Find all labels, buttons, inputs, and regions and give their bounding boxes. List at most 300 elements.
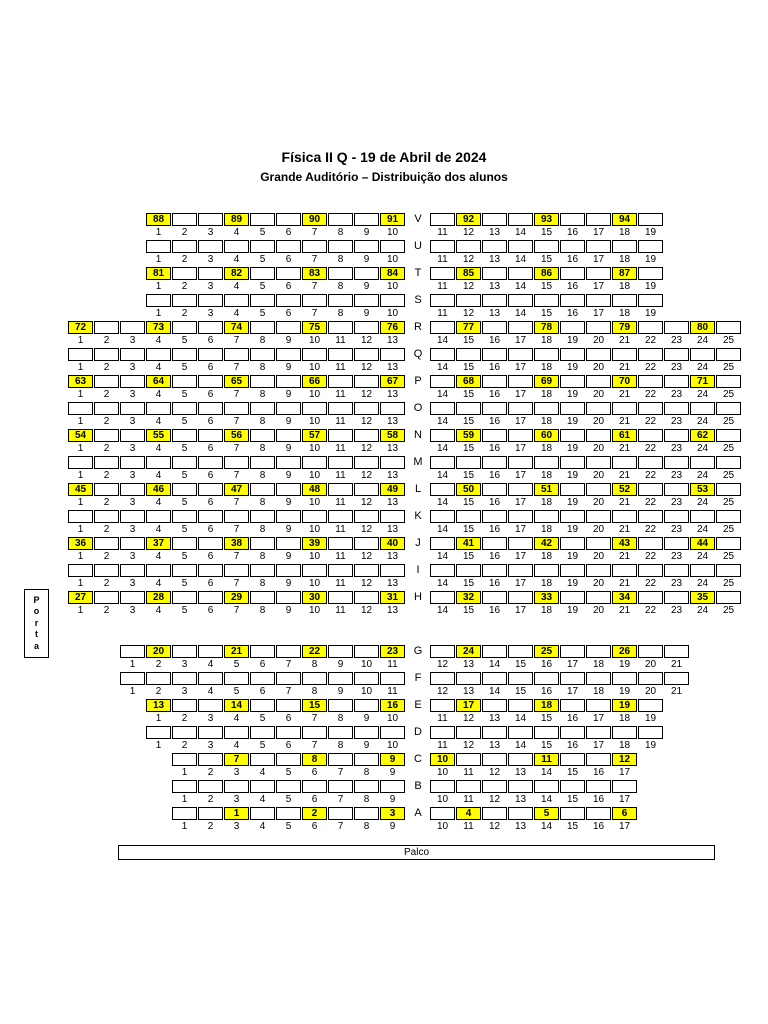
seat-number: 5	[259, 740, 266, 751]
seat-number: 8	[337, 740, 344, 751]
seat-number: 13	[488, 740, 501, 751]
seat-number: 10	[436, 821, 449, 832]
empty-seat	[172, 321, 197, 334]
seat-number: 4	[155, 497, 162, 508]
seat-number: 4	[233, 740, 240, 751]
empty-seat	[638, 645, 663, 658]
empty-seat	[560, 213, 585, 226]
seat-number: 5	[285, 767, 292, 778]
empty-seat	[146, 456, 171, 469]
seat-number: 5	[181, 389, 188, 400]
seat-number: 16	[488, 524, 501, 535]
empty-seat	[586, 591, 611, 604]
seat-number: 17	[514, 335, 527, 346]
seat-number: 4	[259, 821, 266, 832]
empty-seat	[380, 294, 405, 307]
seat-number: 24	[696, 416, 709, 427]
empty-seat	[508, 672, 533, 685]
empty-seat	[354, 645, 379, 658]
seat-number: 20	[644, 686, 657, 697]
empty-seat	[716, 537, 741, 550]
seat-number: 18	[540, 362, 553, 373]
seat-number: 24	[696, 524, 709, 535]
seat-number: 16	[488, 443, 501, 454]
seat-number: 14	[436, 443, 449, 454]
occupied-seat: 34	[612, 591, 637, 604]
empty-seat	[250, 483, 275, 496]
seat-number: 2	[181, 254, 188, 265]
empty-seat	[638, 240, 663, 253]
empty-seat	[328, 537, 353, 550]
seat-number: 15	[540, 308, 553, 319]
empty-seat	[354, 510, 379, 523]
seat-number: 8	[259, 497, 266, 508]
empty-seat	[664, 375, 689, 388]
seat-number: 9	[389, 821, 396, 832]
empty-seat	[508, 267, 533, 280]
seat-number: 5	[181, 578, 188, 589]
empty-seat	[586, 348, 611, 361]
empty-seat	[612, 402, 637, 415]
empty-seat	[430, 807, 455, 820]
empty-seat	[482, 699, 507, 712]
seat-number: 24	[696, 551, 709, 562]
seat-number: 3	[207, 713, 214, 724]
seat-number: 12	[436, 686, 449, 697]
seat-number: 10	[308, 524, 321, 535]
empty-seat	[560, 753, 585, 766]
empty-seat	[328, 456, 353, 469]
occupied-seat: 87	[612, 267, 637, 280]
seat-number: 14	[436, 416, 449, 427]
seat-number: 22	[644, 551, 657, 562]
seat-number: 24	[696, 362, 709, 373]
seat-number: 6	[259, 686, 266, 697]
empty-seat	[198, 537, 223, 550]
row-label: G	[413, 645, 423, 657]
occupied-seat: 93	[534, 213, 559, 226]
seat-number: 3	[129, 551, 136, 562]
seat-number: 11	[335, 497, 346, 508]
seat-number: 22	[644, 524, 657, 535]
empty-seat	[638, 726, 663, 739]
empty-seat	[224, 726, 249, 739]
seat-number: 11	[437, 227, 448, 238]
empty-seat	[146, 240, 171, 253]
empty-seat	[482, 456, 507, 469]
empty-seat	[94, 510, 119, 523]
empty-seat	[328, 213, 353, 226]
empty-seat	[198, 510, 223, 523]
empty-seat	[198, 645, 223, 658]
occupied-seat: 24	[456, 645, 481, 658]
seat-number: 2	[181, 281, 188, 292]
empty-seat	[302, 564, 327, 577]
seat-number: 12	[360, 335, 373, 346]
seat-number: 20	[592, 443, 605, 454]
empty-seat	[120, 645, 145, 658]
seat-number: 3	[207, 227, 214, 238]
empty-seat	[172, 429, 197, 442]
seat-number: 11	[335, 578, 346, 589]
seat-number: 2	[181, 740, 188, 751]
occupied-seat: 61	[612, 429, 637, 442]
seat-number: 6	[207, 389, 214, 400]
seat-number: 20	[592, 335, 605, 346]
empty-seat	[508, 753, 533, 766]
seat-number: 7	[233, 470, 240, 481]
empty-seat	[276, 375, 301, 388]
seat-number: 1	[77, 443, 84, 454]
empty-seat	[612, 294, 637, 307]
seat-number: 17	[592, 308, 605, 319]
empty-seat	[198, 699, 223, 712]
occupied-seat: 47	[224, 483, 249, 496]
occupied-seat: 48	[302, 483, 327, 496]
seat-number: 19	[566, 551, 579, 562]
seat-number: 24	[696, 578, 709, 589]
empty-seat	[276, 591, 301, 604]
seat-number: 10	[308, 551, 321, 562]
seat-number: 4	[233, 254, 240, 265]
occupied-seat: 14	[224, 699, 249, 712]
empty-seat	[224, 294, 249, 307]
seat-number: 12	[462, 740, 475, 751]
empty-seat	[380, 780, 405, 793]
seat-number: 10	[386, 308, 399, 319]
seat-number: 7	[233, 443, 240, 454]
empty-seat	[664, 537, 689, 550]
empty-seat	[172, 510, 197, 523]
seat-number: 18	[540, 578, 553, 589]
empty-seat	[534, 564, 559, 577]
seat-number: 21	[618, 497, 631, 508]
occupied-seat: 18	[534, 699, 559, 712]
seat-number: 17	[618, 821, 631, 832]
seat-number: 6	[285, 254, 292, 265]
seat-number: 6	[207, 362, 214, 373]
occupied-seat: 59	[456, 429, 481, 442]
seat-number: 7	[311, 281, 318, 292]
occupied-seat: 25	[534, 645, 559, 658]
seat-number: 8	[337, 254, 344, 265]
seat-number: 22	[644, 470, 657, 481]
empty-seat	[638, 375, 663, 388]
occupied-seat: 91	[380, 213, 405, 226]
occupied-seat: 15	[302, 699, 327, 712]
seat-number: 17	[618, 794, 631, 805]
seat-number: 17	[514, 524, 527, 535]
seat-number: 13	[462, 686, 475, 697]
empty-seat	[224, 780, 249, 793]
empty-seat	[586, 510, 611, 523]
seat-number: 4	[155, 605, 162, 616]
empty-seat	[354, 564, 379, 577]
seat-number: 12	[360, 578, 373, 589]
empty-seat	[198, 267, 223, 280]
seat-number: 1	[77, 470, 84, 481]
empty-seat	[456, 780, 481, 793]
empty-seat	[612, 510, 637, 523]
empty-seat	[534, 510, 559, 523]
empty-seat	[586, 267, 611, 280]
seat-number: 7	[233, 551, 240, 562]
seat-number: 16	[488, 605, 501, 616]
seat-number: 5	[181, 551, 188, 562]
occupied-seat: 76	[380, 321, 405, 334]
seat-number: 10	[308, 470, 321, 481]
seat-number: 8	[311, 659, 318, 670]
empty-seat	[302, 726, 327, 739]
empty-seat	[198, 456, 223, 469]
seat-number: 13	[514, 821, 527, 832]
empty-seat	[664, 456, 689, 469]
empty-seat	[276, 564, 301, 577]
door-letter: o	[33, 606, 40, 617]
seat-number: 14	[436, 497, 449, 508]
empty-seat	[172, 564, 197, 577]
empty-seat	[302, 780, 327, 793]
empty-seat	[302, 348, 327, 361]
seat-number: 17	[514, 443, 527, 454]
occupied-seat: 1	[224, 807, 249, 820]
empty-seat	[328, 294, 353, 307]
occupied-seat: 50	[456, 483, 481, 496]
empty-seat	[508, 321, 533, 334]
occupied-seat: 82	[224, 267, 249, 280]
empty-seat	[508, 510, 533, 523]
seat-number: 5	[181, 497, 188, 508]
seat-number: 6	[207, 605, 214, 616]
occupied-seat: 55	[146, 429, 171, 442]
seat-number: 11	[437, 308, 448, 319]
seat-number: 25	[722, 551, 735, 562]
empty-seat	[482, 483, 507, 496]
empty-seat	[120, 456, 145, 469]
empty-seat	[354, 537, 379, 550]
seat-number: 23	[670, 551, 683, 562]
empty-seat	[328, 402, 353, 415]
seat-number: 10	[386, 227, 399, 238]
seat-number: 15	[540, 254, 553, 265]
empty-seat	[716, 348, 741, 361]
seat-number: 6	[311, 767, 318, 778]
empty-seat	[120, 429, 145, 442]
empty-seat	[690, 402, 715, 415]
empty-seat	[328, 348, 353, 361]
seat-number: 11	[335, 443, 346, 454]
empty-seat	[172, 726, 197, 739]
occupied-seat: 2	[302, 807, 327, 820]
seat-number: 13	[386, 443, 399, 454]
empty-seat	[328, 591, 353, 604]
seat-number: 14	[540, 794, 553, 805]
empty-seat	[430, 726, 455, 739]
seat-number: 20	[592, 551, 605, 562]
seat-number: 14	[514, 281, 527, 292]
empty-seat	[430, 375, 455, 388]
occupied-seat: 20	[146, 645, 171, 658]
empty-seat	[380, 348, 405, 361]
seat-number: 14	[436, 389, 449, 400]
seat-number: 21	[618, 524, 631, 535]
seat-number: 21	[670, 686, 683, 697]
empty-seat	[664, 591, 689, 604]
seat-number: 14	[540, 767, 553, 778]
occupied-seat: 88	[146, 213, 171, 226]
empty-seat	[690, 348, 715, 361]
empty-seat	[430, 672, 455, 685]
seat-number: 5	[285, 821, 292, 832]
seat-number: 18	[592, 686, 605, 697]
seat-number: 25	[722, 389, 735, 400]
row-label: L	[414, 483, 422, 495]
empty-seat	[482, 780, 507, 793]
seat-number: 6	[207, 551, 214, 562]
seat-number: 4	[259, 794, 266, 805]
empty-seat	[250, 402, 275, 415]
seat-number: 15	[462, 578, 475, 589]
seat-number: 19	[644, 740, 657, 751]
empty-seat	[146, 402, 171, 415]
empty-seat	[68, 564, 93, 577]
empty-seat	[716, 456, 741, 469]
empty-seat	[250, 699, 275, 712]
seat-number: 2	[103, 551, 110, 562]
seat-number: 7	[233, 416, 240, 427]
seat-number: 13	[386, 497, 399, 508]
empty-seat	[586, 699, 611, 712]
occupied-seat: 10	[430, 753, 455, 766]
seat-number: 13	[386, 362, 399, 373]
empty-seat	[456, 510, 481, 523]
seat-number: 15	[462, 335, 475, 346]
empty-seat	[482, 726, 507, 739]
seat-number: 5	[259, 713, 266, 724]
seat-number: 10	[308, 389, 321, 400]
occupied-seat: 23	[380, 645, 405, 658]
empty-seat	[560, 429, 585, 442]
seat-number: 7	[311, 740, 318, 751]
empty-seat	[508, 807, 533, 820]
seat-number: 6	[285, 227, 292, 238]
seat-number: 12	[488, 794, 501, 805]
empty-seat	[120, 483, 145, 496]
seat-number: 3	[207, 308, 214, 319]
occupied-seat: 8	[302, 753, 327, 766]
seat-number: 5	[181, 443, 188, 454]
empty-seat	[586, 672, 611, 685]
empty-seat	[430, 294, 455, 307]
seat-number: 7	[285, 659, 292, 670]
seat-number: 18	[618, 713, 631, 724]
seat-number: 17	[592, 254, 605, 265]
seat-number: 3	[207, 281, 214, 292]
seat-number: 15	[462, 497, 475, 508]
seat-number: 17	[514, 497, 527, 508]
occupied-seat: 64	[146, 375, 171, 388]
seat-number: 11	[437, 281, 448, 292]
seat-number: 11	[335, 551, 346, 562]
seat-number: 10	[308, 497, 321, 508]
seat-number: 10	[308, 443, 321, 454]
empty-seat	[482, 267, 507, 280]
seat-number: 8	[259, 362, 266, 373]
seat-number: 9	[363, 740, 370, 751]
empty-seat	[586, 240, 611, 253]
empty-seat	[380, 456, 405, 469]
seat-number: 22	[644, 443, 657, 454]
seat-number: 1	[129, 686, 136, 697]
seat-number: 24	[696, 335, 709, 346]
occupied-seat: 89	[224, 213, 249, 226]
seat-number: 22	[644, 389, 657, 400]
empty-seat	[586, 375, 611, 388]
seat-number: 13	[386, 578, 399, 589]
empty-seat	[612, 240, 637, 253]
empty-seat	[94, 564, 119, 577]
empty-seat	[380, 510, 405, 523]
empty-seat	[250, 510, 275, 523]
seat-number: 16	[488, 362, 501, 373]
empty-seat	[250, 591, 275, 604]
seat-number: 1	[77, 551, 84, 562]
empty-seat	[302, 294, 327, 307]
seat-number: 25	[722, 497, 735, 508]
seat-number: 24	[696, 497, 709, 508]
empty-seat	[94, 429, 119, 442]
seat-number: 2	[181, 713, 188, 724]
seat-number: 12	[488, 767, 501, 778]
empty-seat	[250, 753, 275, 766]
empty-seat	[224, 672, 249, 685]
seat-number: 4	[207, 659, 214, 670]
empty-seat	[560, 726, 585, 739]
seat-number: 12	[360, 389, 373, 400]
seat-number: 18	[540, 497, 553, 508]
seat-number: 21	[618, 335, 631, 346]
seat-number: 19	[566, 578, 579, 589]
empty-seat	[482, 213, 507, 226]
empty-seat	[250, 321, 275, 334]
empty-seat	[430, 699, 455, 712]
seat-number: 19	[644, 308, 657, 319]
empty-seat	[328, 753, 353, 766]
empty-seat	[94, 537, 119, 550]
empty-seat	[430, 348, 455, 361]
seat-number: 2	[103, 443, 110, 454]
empty-seat	[638, 591, 663, 604]
empty-seat	[276, 267, 301, 280]
empty-seat	[120, 672, 145, 685]
seat-number: 17	[514, 416, 527, 427]
empty-seat	[534, 294, 559, 307]
empty-seat	[224, 402, 249, 415]
seat-number: 12	[462, 308, 475, 319]
empty-seat	[198, 213, 223, 226]
empty-seat	[482, 321, 507, 334]
empty-seat	[456, 240, 481, 253]
occupied-seat: 46	[146, 483, 171, 496]
occupied-seat: 90	[302, 213, 327, 226]
seat-number: 17	[566, 659, 579, 670]
seat-number: 22	[644, 416, 657, 427]
seat-number: 15	[462, 389, 475, 400]
seat-number: 2	[207, 821, 214, 832]
seat-number: 16	[488, 578, 501, 589]
empty-seat	[456, 564, 481, 577]
empty-seat	[482, 348, 507, 361]
